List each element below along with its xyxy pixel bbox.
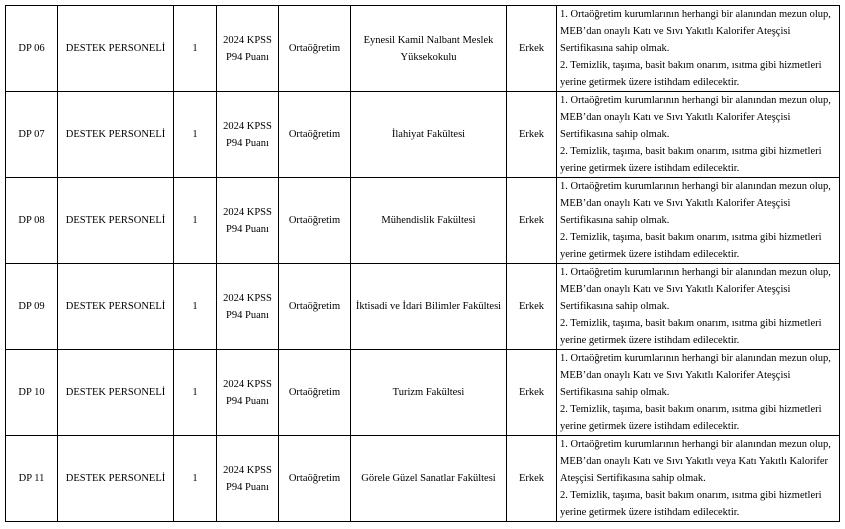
table-row xyxy=(6,436,840,522)
exam-score-type xyxy=(217,264,279,350)
exam-line: 2024 KPSS xyxy=(223,120,272,132)
requirement-line: 2. Temizlik, taşıma, basit bakım onarım, ısıtma gibi hizmetleri xyxy=(560,60,822,71)
exam-line: P94 Puanı xyxy=(226,51,269,63)
requirement-line: MEB’dan onaylı Katı ve Sıvı Yakıtlı Kalorifer Ateşçisi xyxy=(560,370,791,381)
position-count: 1 xyxy=(174,6,217,92)
requirement-line: Sertifikasına sahip olmak. xyxy=(560,387,670,398)
requirement-line: Sertifikasına sahip olmak. xyxy=(560,129,670,140)
position-code: DP 11 xyxy=(6,436,58,522)
requirement-line: 1. Ortaöğretim kurumlarının herhangi bir alanından mezun olup, xyxy=(560,9,831,20)
gender: Erkek xyxy=(507,178,557,264)
requirements xyxy=(557,264,840,350)
requirement-line: yerine getirmek üzere istihdam edilecektir. xyxy=(560,249,740,260)
requirement-line: yerine getirmek üzere istihdam edilecektir. xyxy=(560,335,740,346)
gender: Erkek xyxy=(507,436,557,522)
unit-name: Turizm Fakültesi xyxy=(351,350,507,436)
exam-score-type xyxy=(217,350,279,436)
requirement-line: yerine getirmek üzere istihdam edilecektir. xyxy=(560,421,740,432)
education-level: Ortaöğretim xyxy=(279,178,351,264)
position-code: DP 08 xyxy=(6,178,58,264)
exam-line: 2024 KPSS xyxy=(223,34,272,46)
requirements xyxy=(557,92,840,178)
requirement-line: 2. Temizlik, taşıma, basit bakım onarım, ısıtma gibi hizmetleri xyxy=(560,404,822,415)
position-title: DESTEK PERSONELİ xyxy=(58,6,174,92)
education-level: Ortaöğretim xyxy=(279,436,351,522)
unit-name: Mühendislik Fakültesi xyxy=(351,178,507,264)
exam-score-type xyxy=(217,178,279,264)
exam-line: P94 Puanı xyxy=(226,223,269,235)
education-level: Ortaöğretim xyxy=(279,264,351,350)
table-row xyxy=(6,6,840,92)
requirement-line: 2. Temizlik, taşıma, basit bakım onarım, ısıtma gibi hizmetleri xyxy=(560,318,822,329)
exam-line: P94 Puanı xyxy=(226,395,269,407)
requirements xyxy=(557,350,840,436)
requirement-line: Sertifikasına sahip olmak. xyxy=(560,301,670,312)
requirement-line: MEB’dan onaylı Katı ve Sıvı Yakıtlı Kalorifer Ateşçisi xyxy=(560,198,791,209)
position-title: DESTEK PERSONELİ xyxy=(58,264,174,350)
position-count: 1 xyxy=(174,350,217,436)
requirements xyxy=(557,436,840,522)
requirement-line: 1. Ortaöğretim kurumlarının herhangi bir alanından mezun olup, xyxy=(560,95,831,106)
position-title: DESTEK PERSONELİ xyxy=(58,178,174,264)
unit-name: İlahiyat Fakültesi xyxy=(351,92,507,178)
table-row xyxy=(6,264,840,350)
position-code: DP 07 xyxy=(6,92,58,178)
requirement-line: yerine getirmek üzere istihdam edilecektir. xyxy=(560,507,740,518)
exam-line: P94 Puanı xyxy=(226,481,269,493)
requirement-line: 1. Ortaöğretim kurumlarının herhangi bir alanından mezun olup, xyxy=(560,439,831,450)
requirement-line: MEB’dan onaylı Katı ve Sıvı Yakıtlı Kalorifer Ateşçisi xyxy=(560,284,791,295)
requirement-line: MEB’dan onaylı Katı ve Sıvı Yakıtlı Kalorifer Ateşçisi xyxy=(560,26,791,37)
position-count: 1 xyxy=(174,264,217,350)
exam-line: P94 Puanı xyxy=(226,137,269,149)
position-code: DP 06 xyxy=(6,6,58,92)
requirement-line: 1. Ortaöğretim kurumlarının herhangi bir alanından mezun olup, xyxy=(560,181,831,192)
requirement-line: Ateşçisi Sertifikasına sahip olmak. xyxy=(560,473,706,484)
requirement-line: MEB’dan onaylı Katı ve Sıvı Yakıtlı veya Katı Yakıtlı Kalorifer xyxy=(560,456,829,467)
position-count: 1 xyxy=(174,178,217,264)
table-row xyxy=(6,92,840,178)
position-title: DESTEK PERSONELİ xyxy=(58,350,174,436)
exam-line: P94 Puanı xyxy=(226,309,269,321)
exam-score-type xyxy=(217,6,279,92)
requirements xyxy=(557,178,840,264)
exam-line: 2024 KPSS xyxy=(223,292,272,304)
positions-table xyxy=(5,5,840,522)
exam-score-type xyxy=(217,436,279,522)
position-title: DESTEK PERSONELİ xyxy=(58,92,174,178)
unit-name: İktisadi ve İdari Bilimler Fakültesi xyxy=(351,264,507,350)
requirement-line: yerine getirmek üzere istihdam edilecektir. xyxy=(560,163,740,174)
requirement-line: 2. Temizlik, taşıma, basit bakım onarım, ısıtma gibi hizmetleri xyxy=(560,146,822,157)
exam-line: 2024 KPSS xyxy=(223,464,272,476)
unit-name: Görele Güzel Sanatlar Fakültesi xyxy=(351,436,507,522)
gender: Erkek xyxy=(507,6,557,92)
education-level: Ortaöğretim xyxy=(279,92,351,178)
position-code: DP 09 xyxy=(6,264,58,350)
requirement-line: 1. Ortaöğretim kurumlarının herhangi bir alanından mezun olup, xyxy=(560,353,831,364)
education-level: Ortaöğretim xyxy=(279,6,351,92)
requirement-line: Sertifikasına sahip olmak. xyxy=(560,215,670,226)
requirements xyxy=(557,6,840,92)
gender: Erkek xyxy=(507,264,557,350)
gender: Erkek xyxy=(507,92,557,178)
exam-line: 2024 KPSS xyxy=(223,206,272,218)
exam-line: 2024 KPSS xyxy=(223,378,272,390)
position-title: DESTEK PERSONELİ xyxy=(58,436,174,522)
table-row xyxy=(6,350,840,436)
table-row xyxy=(6,178,840,264)
requirement-line: 2. Temizlik, taşıma, basit bakım onarım, ısıtma gibi hizmetleri xyxy=(560,232,822,243)
requirement-line: 1. Ortaöğretim kurumlarının herhangi bir alanından mezun olup, xyxy=(560,267,831,278)
requirement-line: 2. Temizlik, taşıma, basit bakım onarım, ısıtma gibi hizmetleri xyxy=(560,490,822,501)
position-count: 1 xyxy=(174,436,217,522)
unit-name: Eynesil Kamil Nalbant Meslek Yüksekokulu xyxy=(351,6,507,92)
requirement-line: MEB’dan onaylı Katı ve Sıvı Yakıtlı Kalorifer Ateşçisi xyxy=(560,112,791,123)
requirement-line: yerine getirmek üzere istihdam edilecektir. xyxy=(560,77,740,88)
education-level: Ortaöğretim xyxy=(279,350,351,436)
exam-score-type xyxy=(217,92,279,178)
gender: Erkek xyxy=(507,350,557,436)
position-count: 1 xyxy=(174,92,217,178)
position-code: DP 10 xyxy=(6,350,58,436)
requirement-line: Sertifikasına sahip olmak. xyxy=(560,43,670,54)
